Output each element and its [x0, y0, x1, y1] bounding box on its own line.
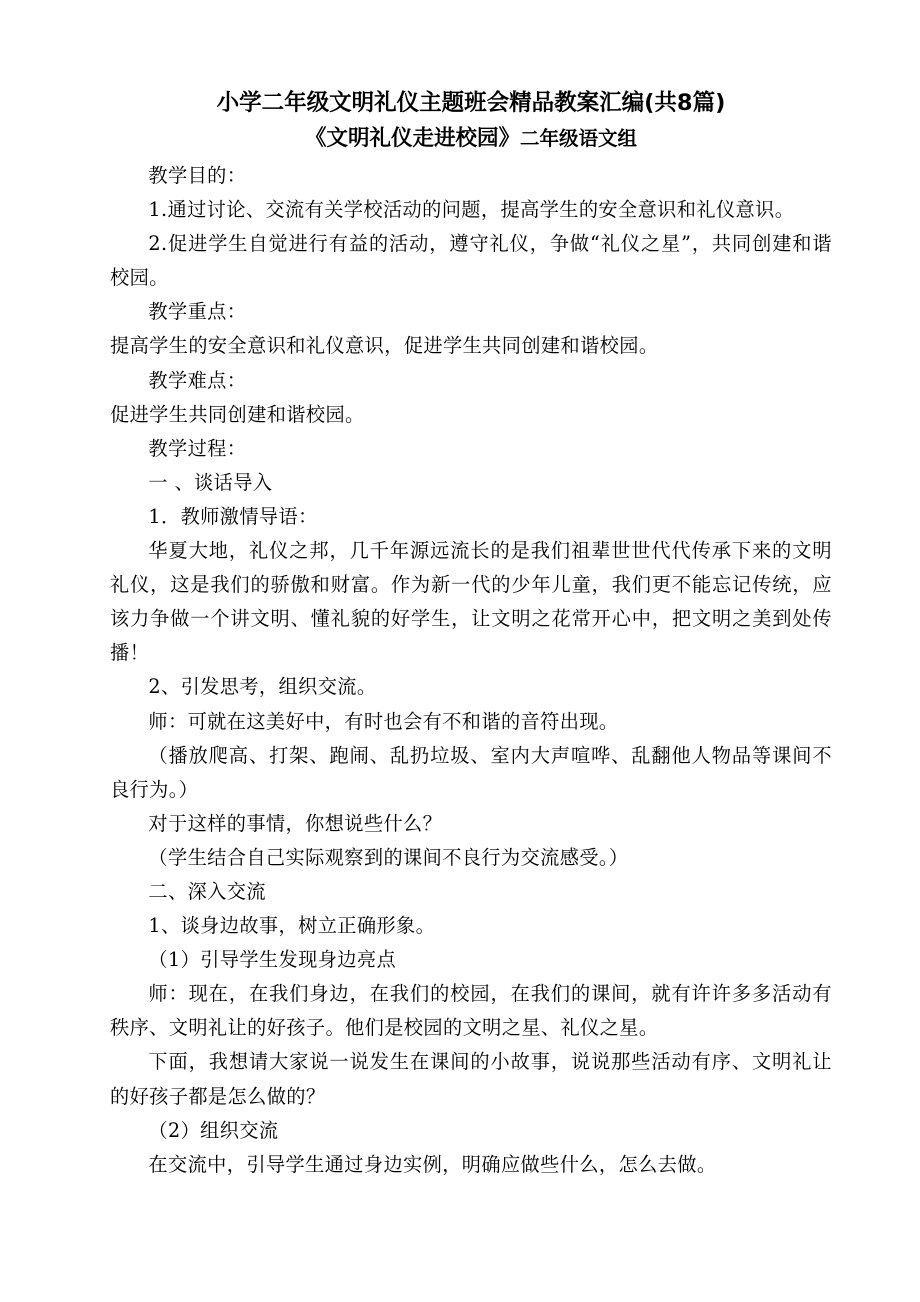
paragraph: 教学过程： [148, 436, 247, 460]
lesson-title: 《文明礼仪走进校园》 [304, 126, 520, 151]
paragraph: 1．教师激情导语： [148, 504, 318, 528]
paragraph: 教学目的： [148, 164, 247, 187]
paragraph: （学生结合自己实际观察到的课间不良行为交流感受。） [148, 845, 629, 869]
section-heading: 一 、谈话导入 [148, 470, 273, 494]
paragraph: 师：可就在这美好中，有时也会有不和谐的音符出现。 [148, 709, 619, 733]
document-title: 小学二年级文明礼仪主题班会精品教案汇编(共8篇) [216, 90, 726, 116]
section-heading: 二、深入交流 [148, 879, 266, 903]
paragraph: 促进学生共同创建和谐校园。 [110, 402, 365, 426]
paragraph: 下面，我想请大家说一说发生在课间的小故事，说说那些活动有序、文明礼让的好孩子都是怎么做的？ [110, 1050, 832, 1108]
paragraph: 1、谈身边故事，树立正确形象。 [148, 914, 436, 938]
paragraph: （2）组织交流 [148, 1118, 279, 1142]
paragraph: 对于这样的事情，你想说些什么？ [148, 811, 443, 835]
paragraph: 2.促进学生自觉进行有益的活动，遵守礼仪，争做“礼仪之星”，共同创建和谐校园。 [110, 232, 832, 290]
paragraph: 在交流中，引导学生通过身边实例，明确应做些什么，怎么去做。 [148, 1152, 717, 1176]
document-page [110, 86, 832, 1182]
paragraph: 华夏大地，礼仪之邦，几千年源远流长的是我们祖辈世世代代传承下来的文明礼仪，这是我们的骄傲和财富。作为新一代的少年儿童，我们更不能忘记传统，应该力争做一个讲文明、懂礼貌的好学生，让文明之花常开心中，把文明之美到处传播！ [110, 539, 832, 665]
paragraph: （1）引导学生发现身边亮点 [148, 948, 397, 972]
paragraph: 教学难点： [148, 368, 247, 392]
document-subtitle [110, 120, 832, 157]
paragraph: 教学重点： [148, 300, 247, 324]
paragraph: 1.通过讨论、交流有关学校活动的问题，提高学生的安全意识和礼仪意识。 [148, 198, 795, 222]
lesson-author: 二年级语文组 [520, 127, 638, 150]
paragraph: （播放爬高、打架、跑闹、乱扔垃圾、室内大声喧哗、乱翻他人物品等课间不良行为。） [110, 743, 832, 801]
paragraph: 提高学生的安全意识和礼仪意识，促进学生共同创建和谐校园。 [110, 334, 659, 358]
paragraph: 师：现在，在我们身边，在我们的校园，在我们的课间，就有许许多多活动有秩序、文明礼让的好孩子。他们是校园的文明之星、礼仪之星。 [110, 982, 832, 1040]
paragraph: 2、引发思考，组织交流。 [148, 675, 377, 699]
